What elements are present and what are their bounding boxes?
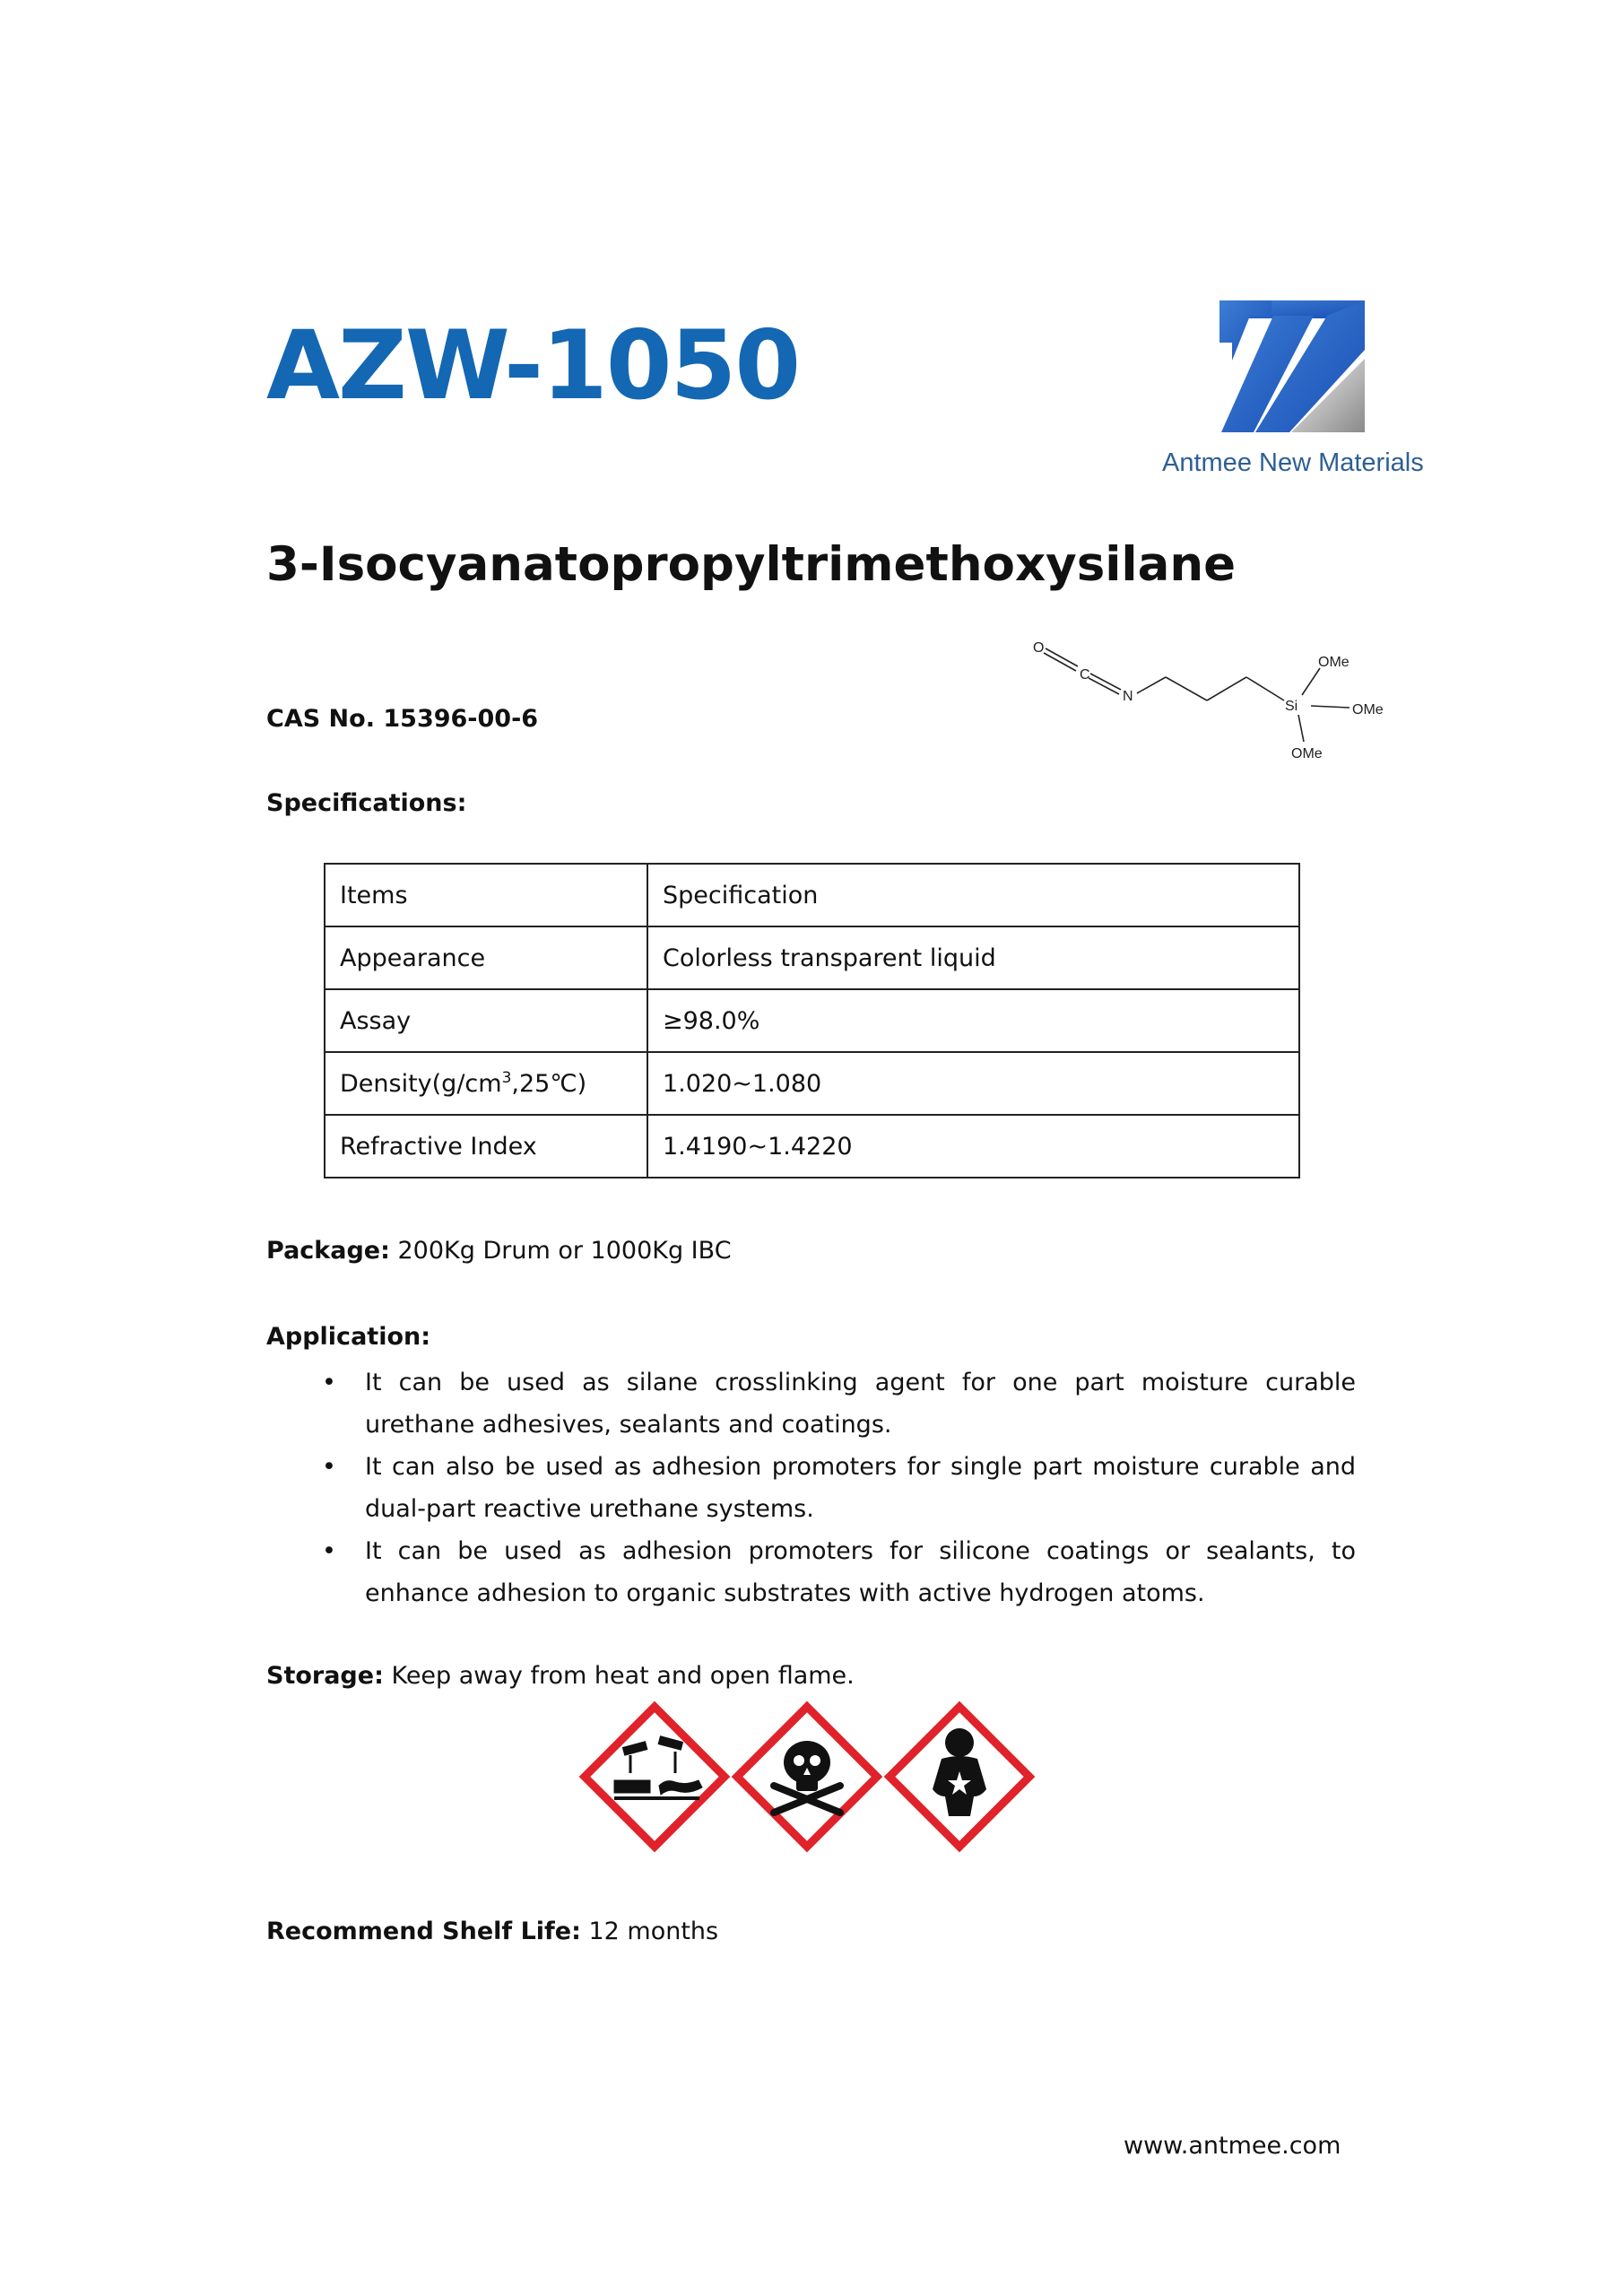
table-header-row <box>325 864 1299 926</box>
atom-o: O <box>1033 640 1045 656</box>
list-item: • It can be used as adhesion promoters for silicone coatings or sealants, to enhance adhesion to organic substrates with active hydrogen atoms. <box>322 1537 1356 1607</box>
cas-value: 15396-00-6 <box>383 705 539 733</box>
website-link[interactable]: www.antmee.com <box>1124 2132 1341 2160</box>
shelf-life-value: 12 months <box>580 1918 719 1945</box>
product-code: AZW-1050 <box>266 310 800 421</box>
specifications-title: Specifications: <box>266 789 467 817</box>
atom-ome-top: OMe <box>1318 655 1350 670</box>
hazard-pictograms <box>578 1700 1045 1861</box>
shelf-life-line <box>266 1919 718 1944</box>
row-item: Refractive Index <box>325 1115 647 1178</box>
table-row <box>325 926 1299 989</box>
application-title: Application: <box>266 1323 431 1351</box>
row-item: $Density(g/cm^3,25℃)$ <box>325 1052 647 1115</box>
list-item: • It can also be used as adhesion promoters for single part moisture curable and dual-part reactive urethane systems. <box>322 1453 1356 1523</box>
package-line <box>266 1239 732 1263</box>
row-value: Colorless transparent liquid <box>647 926 1299 989</box>
company-name: Antmee New Materials <box>1162 448 1424 477</box>
specifications-table <box>324 863 1300 1178</box>
table-row <box>325 1115 1299 1178</box>
row-item: Assay <box>325 989 647 1052</box>
header-items: Items <box>325 864 647 926</box>
storage-line <box>266 1664 855 1688</box>
header-specification: Specification <box>647 864 1299 926</box>
row-value: 1.4190~1.4220 <box>647 1115 1299 1178</box>
atom-c: C <box>1080 667 1090 683</box>
row-value: 1.020~1.080 <box>647 1052 1299 1115</box>
row-value: ≥98.0% <box>647 989 1299 1052</box>
chemical-name: 3-Isocyanatopropyltrimethoxysilane <box>266 537 1237 592</box>
cas-number <box>266 707 538 731</box>
list-item: • It can be used as silane crosslinking agent for one part moisture curable urethane adhesives, sealants and coatings. <box>322 1369 1356 1439</box>
storage-value: Keep away from heat and open flame. <box>383 1662 855 1690</box>
atom-n: N <box>1123 689 1133 704</box>
atom-ome-bottom: OMe <box>1291 746 1323 761</box>
application-list <box>266 1361 1356 1614</box>
package-value: 200Kg Drum or 1000Kg IBC <box>389 1237 732 1265</box>
corrosive-icon <box>585 1707 725 1847</box>
storage-label: Storage: <box>266 1662 384 1690</box>
atom-ome-right: OMe <box>1352 702 1384 718</box>
chemical-structure <box>1031 632 1408 767</box>
row-item: Appearance <box>325 926 647 989</box>
package-label: Package: <box>266 1237 390 1265</box>
table-row <box>325 1052 1299 1115</box>
atom-si: Si <box>1285 699 1298 714</box>
table-row <box>325 989 1299 1052</box>
shelf-life-label: Recommend Shelf Life: <box>266 1918 581 1945</box>
health-hazard-icon <box>890 1707 1029 1847</box>
cas-label: CAS No. <box>266 705 375 733</box>
skull-crossbones-icon <box>737 1707 877 1847</box>
